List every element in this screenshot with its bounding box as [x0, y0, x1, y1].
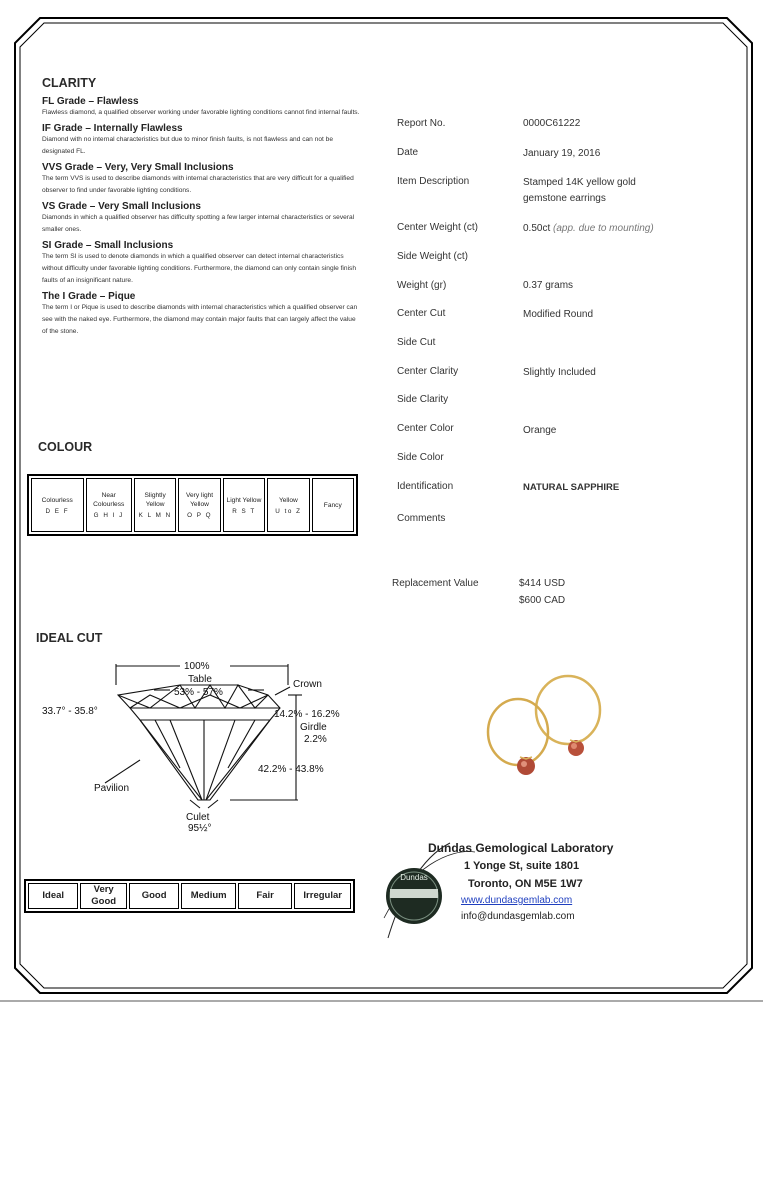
colour-cell [267, 478, 309, 532]
cut-grade-cell: Very Good [80, 883, 126, 909]
report-value: 0.37 grams [523, 280, 574, 291]
grade-heading: The I Grade – Pique [42, 291, 136, 302]
grade-description: The term VVS is used to describe diamonds with internal characteristics that are very difficult for a qualified observer to find under favorable lighting conditions. [42, 175, 354, 194]
report-value: Stamped 14K yellow gold gemstone earrings [523, 177, 636, 204]
colour-name: Colourless [41, 496, 73, 504]
ideal-cut-title: IDEAL CUT [36, 631, 103, 645]
report-value: Modified Round [523, 309, 594, 320]
report-value: Orange [523, 425, 557, 436]
colour-cell [86, 478, 132, 532]
grade-si [42, 240, 362, 287]
cut-grade-cell: Medium [181, 883, 236, 909]
report-value: January 19, 2016 [523, 148, 601, 159]
colour-codes: O P Q [187, 512, 212, 519]
lab-name: Dundas Gemological Laboratory [428, 841, 614, 855]
grade-description: Diamond with no internal characteristics but due to minor finish faults, is not flawless and can not be designated FL. [42, 136, 334, 155]
grade-description: Flawless diamond, a qualified observer working under favorable lighting conditions cannot find internal faults. [42, 109, 360, 116]
grade-heading: IF Grade – Internally Flawless [42, 123, 183, 134]
seal-text: Dundas [400, 873, 428, 882]
colour-name: Slightly Yellow [144, 492, 166, 508]
cut-grade-cell: Ideal [28, 883, 78, 909]
grade-description: The term SI is used to denote diamonds in which a qualified observer can detect internal characteristics without difficulty under favorable lighting conditions. Furthermore, the diamond can only contain single finish faults of an insignificant nature. [42, 253, 356, 284]
report-label: Side Color [397, 452, 444, 463]
report-label: Side Weight (ct) [397, 251, 468, 262]
lab-address-line1: 1 Yonge St, suite 1801 [464, 860, 580, 872]
earrings-photo [478, 672, 618, 802]
pavilion-label: Pavilion [94, 783, 130, 794]
report-label: Center Clarity [397, 366, 459, 377]
culet-angle-label: 95½° [188, 823, 212, 834]
colour-codes: G H I J [93, 512, 124, 519]
report-note: (app. due to mounting) [553, 223, 654, 234]
crown-height-label: 14.2% - 16.2% [274, 709, 340, 720]
colour-name: Light Yellow [226, 496, 262, 504]
replacement-cad: $600 CAD [519, 595, 566, 606]
grade-if [42, 123, 362, 158]
report-label: Report No. [397, 118, 446, 129]
total-width-label: 100% [184, 661, 210, 672]
report-label: Center Color [397, 423, 454, 434]
clarity-title: CLARITY [42, 76, 97, 90]
girdle-value-label: 2.2% [304, 734, 327, 745]
colour-cell [312, 478, 354, 532]
lab-email[interactable]: info@dundasgemlab.com [461, 911, 575, 922]
grade-fl [42, 96, 362, 119]
replacement-usd: $414 USD [519, 578, 566, 589]
colour-name: Fancy [323, 501, 342, 509]
culet-label: Culet [186, 812, 210, 823]
colour-name: Very light Yellow [185, 492, 214, 508]
colour-codes: D E F [45, 507, 70, 515]
lab-address-line2: Toronto, ON M5E 1W7 [468, 878, 583, 890]
diamond-diagram [30, 650, 370, 840]
girdle-label: Girdle [300, 722, 327, 733]
grade-i [42, 291, 362, 338]
report-label: Side Clarity [397, 394, 449, 405]
report-label: Identification [397, 481, 454, 492]
colour-cell [31, 478, 84, 532]
report-label: Date [397, 147, 419, 158]
center-weight-value [523, 221, 654, 237]
colour-codes: U to Z [275, 507, 302, 515]
colour-cell [178, 478, 220, 532]
colour-name: Near Colourless [93, 492, 125, 508]
grade-heading: SI Grade – Small Inclusions [42, 240, 174, 251]
grade-description: The term I or Pique is used to describe diamonds with internal characteristics which a qualified observer can see with the naked eye. Furthermore, the diamond may contain major faults that can largely affect the value of the stone. [42, 304, 358, 335]
cut-grade-cell: Fair [238, 883, 293, 909]
report-label: Weight (gr) [397, 280, 447, 291]
colour-scale-table [27, 474, 358, 536]
grade-heading: FL Grade – Flawless [42, 96, 139, 107]
report-label: Center Weight (ct) [397, 222, 478, 233]
report-value: 0000C61222 [523, 118, 581, 129]
pavilion-depth-label: 42.2% - 43.8% [258, 764, 324, 775]
table-range-label: 53% - 57% [174, 687, 223, 698]
report-value: Slightly Included [523, 367, 596, 378]
grade-heading: VVS Grade – Very, Very Small Inclusions [42, 162, 234, 173]
crown-angle-label: 33.7° - 35.8° [42, 706, 98, 717]
colour-codes: R S T [232, 507, 256, 515]
colour-cell [134, 478, 176, 532]
colour-cell [223, 478, 265, 532]
lab-website-link[interactable]: www.dundasgemlab.com [461, 895, 573, 906]
grade-heading: VS Grade – Very Small Inclusions [42, 201, 201, 212]
cut-grade-table [24, 879, 355, 913]
colour-title: COLOUR [38, 440, 93, 454]
grade-description: Diamonds in which a qualified observer has difficulty spotting a few larger internal characteristics or several smaller ones. [42, 214, 355, 233]
clarity-grades [42, 96, 362, 338]
colour-codes: K L M N [138, 512, 172, 519]
grade-vvs [42, 162, 362, 197]
report-label: Side Cut [397, 337, 436, 348]
report-label: Center Cut [397, 308, 446, 319]
cut-grade-cell: Good [129, 883, 179, 909]
replacement-label: Replacement Value [392, 578, 479, 589]
report-label: Item Description [397, 176, 470, 187]
report-value: 0.50ct [523, 223, 551, 234]
report-value: NATURAL SAPPHIRE [523, 482, 620, 493]
report-label: Comments [397, 513, 446, 524]
grade-vs [42, 201, 362, 236]
table-label: Table [188, 674, 212, 685]
crown-label: Crown [293, 679, 322, 690]
colour-name: Yellow [278, 496, 298, 504]
cut-grade-cell: Irregular [294, 883, 351, 909]
